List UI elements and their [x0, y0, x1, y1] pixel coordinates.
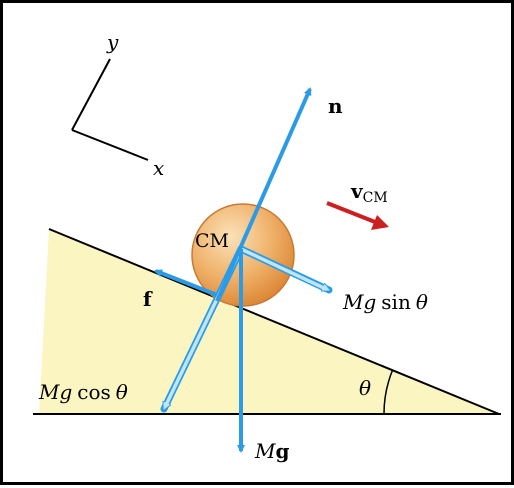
- velocity-label: vCM: [351, 179, 388, 206]
- incline-diagram: [3, 3, 514, 488]
- angle-label: θ: [359, 376, 372, 400]
- weight-label: Mg: [255, 439, 290, 463]
- normal-label: n: [328, 94, 343, 118]
- friction-label: f: [143, 287, 152, 311]
- cm-label: CM: [195, 230, 229, 252]
- y-axis-label: y: [107, 30, 119, 54]
- mg-cos-label: Mg cos θ: [39, 380, 128, 404]
- axes: [72, 30, 164, 180]
- mg-sin-label: Mg sin θ: [343, 290, 428, 314]
- velocity-arrow: [327, 203, 389, 230]
- x-axis-label: x: [153, 156, 165, 180]
